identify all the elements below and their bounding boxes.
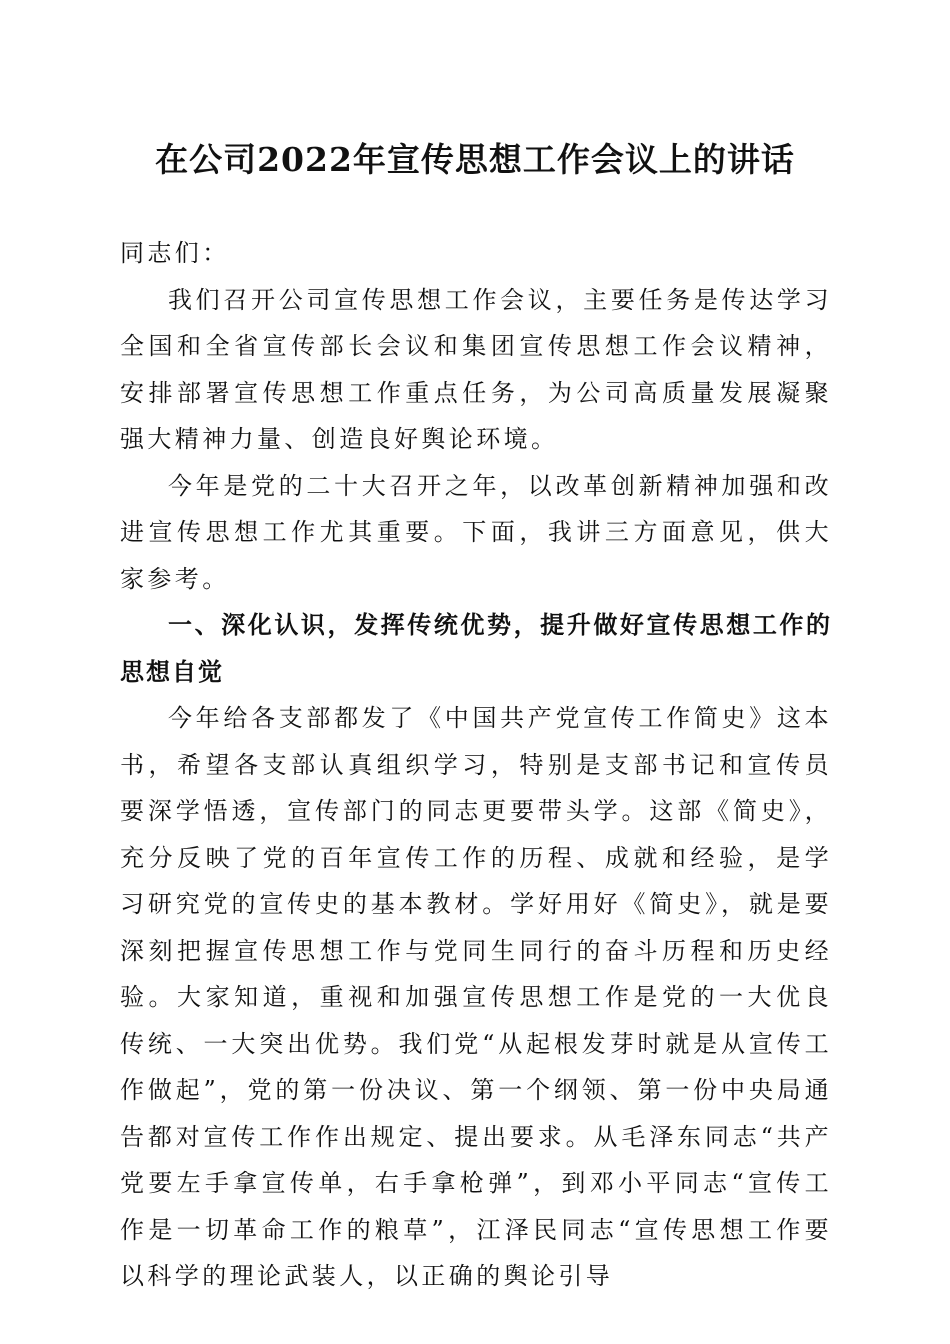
section-paragraph: 今年给各支部都发了《中国共产党宣传工作简史》这本书，希望各支部认真组织学习，特别是支部书记和宣传员要深学悟透，宣传部门的同志更要带头学。这部《简史》，充分反映了党的百年宣传工作的历程、成就和经验，是学习研究党的宣传史的基本教材。学好用好《简史》，就是要深刻把握宣传思想工作与党同生同行的奋斗历程和历史经验。大家知道，重视和加强宣传思想工作是党的一大优良传统、一大突出优势。我们党“从起根发芽时就是从宣传工作做起”，党的第一份决议、第一个纲领、第一份中央局通告都对宣传工作作出规定、提出要求。从毛泽东同志“共产党要左手拿宣传单，右手拿枪弹”，到邓小平同志“宣传工作是一切革命工作的粮草”，江泽民同志“宣传思想工作要以科学的理论武装人，以正确的舆论引导 [120, 704, 832, 1290]
greeting: 同志们： [120, 239, 230, 267]
section-heading: 一、深化认识，发挥传统优势，提升做好宣传思想工作的思想自觉 [120, 611, 832, 686]
paragraph-outline: 今年是党的二十大召开之年，以改革创新精神加强和改进宣传思想工作尤其重要。下面，我讲三方面意见，供大家参考。 [120, 471, 832, 593]
document-title: 在公司2022年宣传思想工作会议上的讲话 [155, 140, 795, 179]
paragraph-intro: 我们召开公司宣传思想工作会议，主要任务是传达学习全国和全省宣传部长会议和集团宣传思想工作会议精神，安排部署宣传思想工作重点任务，为公司高质量发展凝聚强大精神力量、创造良好舆论环境。 [120, 285, 832, 453]
document-body [120, 230, 832, 1300]
